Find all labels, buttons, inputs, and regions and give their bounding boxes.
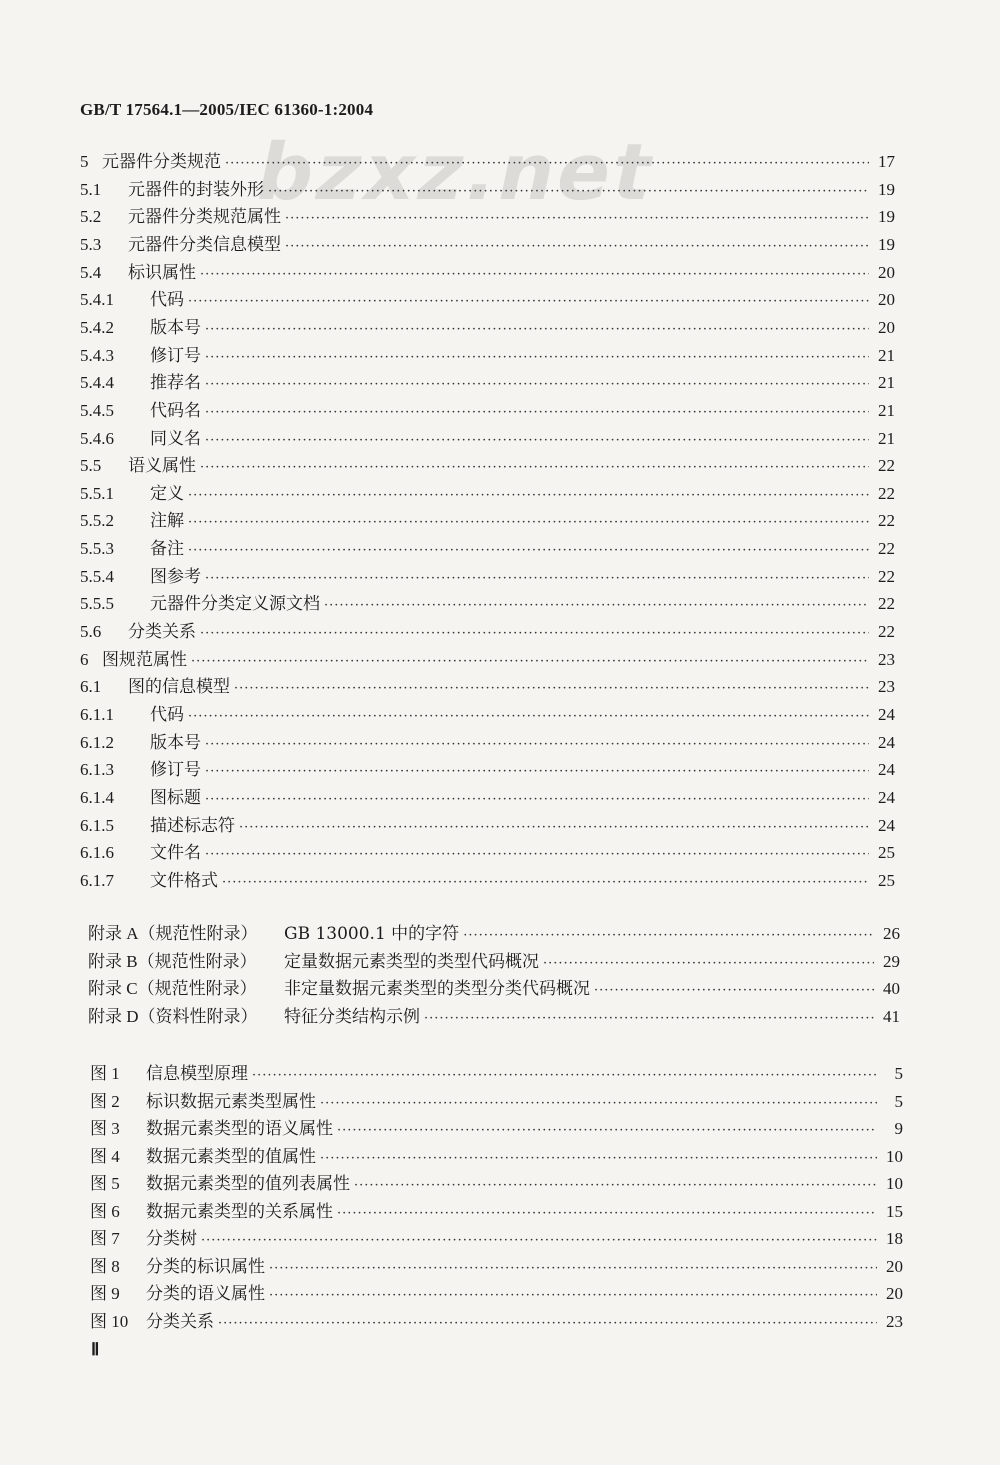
entry-page-number: 24 (878, 732, 895, 752)
entry-page-number: 40 (883, 979, 900, 998)
entry-number: 附录 A（规范性附录） (88, 924, 258, 943)
entry-title: 分类的语义属性 (146, 1284, 265, 1304)
entry-page-number: 22 (878, 622, 895, 642)
entry-title: 分类关系 (146, 1311, 214, 1332)
toc-entry[interactable] (80, 645, 895, 670)
dot-leader (205, 764, 869, 779)
entry-page-number: 10 (886, 1146, 903, 1166)
dot-leader (324, 598, 869, 613)
entry-title: 描述标志符 (150, 815, 235, 836)
toc-entry[interactable] (80, 396, 895, 421)
dot-leader (594, 983, 874, 998)
dot-leader (201, 1233, 877, 1248)
entry-page-number: 21 (878, 428, 895, 448)
entry-title: 文件格式 (150, 870, 218, 891)
dot-leader (218, 1316, 877, 1331)
entry-page-number: 19 (878, 234, 895, 254)
entry-title: 版本号 (150, 317, 201, 338)
entry-number: 图 4 (90, 1146, 120, 1166)
entry-page-number: 24 (878, 815, 895, 835)
dot-leader (268, 184, 869, 199)
toc-entry[interactable] (80, 147, 895, 172)
entry-number: 5.5.2 (80, 511, 114, 531)
entry-page-number: 41 (883, 1006, 900, 1026)
toc-entry[interactable] (80, 562, 895, 587)
dot-leader (188, 543, 869, 558)
toc-entry[interactable] (80, 838, 895, 863)
dot-leader (205, 737, 869, 752)
toc-entry[interactable] (80, 534, 895, 559)
entry-number: 5.4.1 (80, 290, 114, 310)
dot-leader (191, 654, 869, 669)
toc-entry[interactable] (80, 728, 895, 753)
entry-title: 图的信息模型 (128, 677, 230, 698)
entry-title: 分类关系 (128, 622, 196, 643)
entry-page-number: 23 (886, 1311, 903, 1331)
entry-title: 备注 (150, 539, 184, 560)
entry-title: 同义名 (150, 428, 201, 449)
toc-entry[interactable] (80, 175, 895, 200)
figure-entry[interactable] (90, 1224, 903, 1249)
figure-entry[interactable] (90, 1087, 903, 1112)
entry-page-number: 21 (878, 345, 895, 365)
entry-title: 标识属性 (128, 262, 196, 283)
figure-entry[interactable] (90, 1142, 903, 1167)
entry-page-number: 18 (886, 1229, 903, 1248)
figure-entry[interactable] (90, 1059, 903, 1084)
dot-leader (239, 820, 869, 835)
entry-title: 推荐名 (150, 373, 201, 394)
entry-title: 代码名 (150, 400, 201, 421)
dot-leader (252, 1068, 877, 1083)
dot-leader (205, 377, 869, 392)
entry-number: 5.5 (80, 456, 102, 476)
entry-number: 图 1 (90, 1064, 120, 1083)
entry-title: 信息模型原理 (146, 1064, 248, 1084)
entry-title: 元器件分类规范属性 (128, 207, 281, 228)
entry-number: 6.1.7 (80, 870, 114, 890)
entry-page-number: 19 (878, 179, 895, 199)
dot-leader (463, 928, 874, 943)
entry-title: 代码 (150, 705, 184, 725)
entry-number: 图 2 (90, 1091, 120, 1111)
entry-number: 5.5.5 (80, 594, 114, 614)
entry-number: 5.4.5 (80, 400, 114, 420)
toc-entry[interactable] (80, 479, 895, 504)
entry-page-number: 22 (878, 566, 895, 586)
dot-leader (205, 433, 869, 448)
entry-number: 5.4.6 (80, 428, 114, 448)
toc-entry[interactable] (80, 313, 895, 338)
dot-leader (285, 239, 869, 254)
dot-leader (337, 1123, 877, 1138)
toc-entry[interactable] (80, 230, 895, 255)
dot-leader (424, 1011, 874, 1026)
page-number: Ⅱ (91, 1340, 100, 1359)
entry-page-number: 10 (886, 1174, 903, 1193)
dot-leader (188, 294, 869, 309)
dot-leader (205, 350, 869, 365)
dot-leader (225, 156, 869, 171)
entry-number: 5.3 (80, 234, 102, 254)
entry-page-number: 22 (878, 511, 895, 531)
entry-page-number: 24 (878, 787, 895, 807)
toc-entry[interactable] (80, 341, 895, 366)
dot-leader (337, 1206, 877, 1221)
dot-leader (285, 211, 869, 226)
dot-leader (205, 792, 869, 807)
dot-leader (188, 515, 869, 530)
dot-leader (188, 488, 869, 503)
figure-entry[interactable] (90, 1197, 903, 1222)
entry-number: 5.2 (80, 207, 102, 227)
entry-page-number: 22 (878, 594, 895, 614)
entry-number: 5.5.4 (80, 566, 114, 586)
dot-leader (205, 322, 869, 337)
dot-leader (200, 626, 869, 641)
entry-number: 5.6 (80, 622, 102, 642)
entry-page-number: 20 (878, 317, 895, 337)
entry-title: 语义属性 (128, 456, 196, 477)
toc-entry[interactable] (80, 368, 895, 393)
toc-entry[interactable] (80, 202, 895, 227)
entry-page-number: 17 (878, 152, 895, 171)
entry-number: 5.4.3 (80, 345, 114, 365)
entry-page-number: 21 (878, 400, 895, 420)
entry-page-number: 24 (878, 705, 895, 724)
entry-page-number: 22 (878, 539, 895, 559)
entry-page-number: 15 (886, 1201, 903, 1221)
entry-page-number: 20 (886, 1284, 903, 1303)
entry-title: 标识数据元素类型属性 (146, 1091, 316, 1112)
entry-title: 修订号 (150, 345, 201, 366)
entry-title: 注解 (150, 511, 184, 532)
entry-number: 图 9 (90, 1284, 120, 1303)
toc-entry[interactable] (80, 451, 895, 476)
entry-title: 图标题 (150, 787, 201, 808)
dot-leader (543, 956, 874, 971)
toc-entry[interactable] (80, 617, 895, 642)
entry-page-number: 22 (878, 456, 895, 476)
dot-leader (234, 681, 869, 696)
entry-page-number: 23 (878, 649, 895, 669)
toc-entry[interactable] (80, 424, 895, 449)
entry-number: 6.1 (80, 677, 102, 697)
toc-entry[interactable] (80, 672, 895, 697)
annex-entry[interactable] (88, 1002, 900, 1027)
entry-page-number: 22 (878, 483, 895, 503)
annex-entry[interactable] (88, 974, 900, 999)
entry-number: 图 7 (90, 1229, 120, 1248)
toc-entry[interactable] (80, 811, 895, 836)
entry-page-number: 20 (886, 1256, 903, 1276)
entry-title: 数据元素类型的关系属性 (146, 1201, 333, 1222)
entry-title: 文件名 (150, 843, 201, 864)
entry-number: 6.1.3 (80, 760, 114, 780)
figure-entry[interactable] (90, 1114, 903, 1139)
entry-title: 分类树 (146, 1229, 197, 1249)
entry-title: 元器件分类定义源文档 (150, 594, 320, 615)
entry-number: 6.1.5 (80, 815, 114, 835)
entry-number: 图 10 (90, 1311, 129, 1331)
figure-entry[interactable] (90, 1279, 903, 1304)
entry-page-number: 19 (878, 207, 895, 227)
entry-number: 图 5 (90, 1174, 120, 1193)
entry-number: 附录 B（规范性附录） (88, 951, 257, 971)
entry-number: 图 3 (90, 1119, 120, 1138)
dot-leader (269, 1261, 877, 1276)
entry-title: 图规范属性 (102, 649, 187, 670)
entry-number: 图 6 (90, 1201, 120, 1221)
dot-leader (205, 847, 869, 862)
toc-entry[interactable] (80, 258, 895, 283)
entry-number: 6.1.4 (80, 787, 114, 807)
dot-leader (188, 709, 869, 724)
entry-title: 图参考 (150, 566, 201, 587)
entry-title: 版本号 (150, 732, 201, 753)
entry-page-number: 20 (878, 290, 895, 310)
toc-entry[interactable] (80, 783, 895, 808)
entry-title: 数据元素类型的值列表属性 (146, 1174, 350, 1194)
entry-title: 代码 (150, 290, 184, 311)
entry-number: 6.1.1 (80, 705, 114, 724)
entry-page-number: 25 (878, 843, 895, 863)
standard-header: GB/T 17564.1—2005/IEC 61360-1:2004 (80, 100, 374, 119)
annex-entry[interactable] (88, 947, 900, 972)
entry-page-number: 9 (894, 1119, 903, 1138)
entry-page-number: 20 (878, 262, 895, 282)
entry-number: 6.1.6 (80, 843, 114, 863)
dot-leader (200, 267, 869, 282)
entry-number: 5 (80, 152, 89, 171)
entry-number: 5.4 (80, 262, 102, 282)
entry-title: 数据元素类型的值属性 (146, 1146, 316, 1167)
entry-number: 5.4.2 (80, 317, 114, 337)
entry-number: 6.1.2 (80, 732, 114, 752)
entry-number: 5.5.1 (80, 483, 114, 503)
dot-leader (200, 460, 869, 475)
annex-entry[interactable] (88, 919, 900, 944)
toc-entry[interactable] (80, 589, 895, 614)
entry-page-number: 26 (883, 924, 900, 943)
entry-title: GB 13000.1 中的字符 (284, 924, 460, 944)
figure-entry[interactable] (90, 1169, 903, 1194)
figure-entry[interactable] (90, 1252, 903, 1277)
dot-leader (205, 405, 869, 420)
entry-number: 附录 C（规范性附录） (88, 979, 257, 998)
entry-number: 附录 D（资料性附录） (88, 1006, 258, 1026)
entry-title: 修订号 (150, 760, 201, 781)
figure-entry[interactable] (90, 1307, 903, 1332)
dot-leader (320, 1151, 877, 1166)
entry-title: 定量数据元素类型的类型代码概况 (284, 951, 539, 972)
toc-entry[interactable] (80, 755, 895, 780)
entry-title: 特征分类结构示例 (284, 1006, 420, 1027)
watermark: bzxz.net (248, 128, 664, 218)
entry-number: 5.1 (80, 179, 102, 199)
toc-entry[interactable] (80, 285, 895, 310)
dot-leader (320, 1096, 877, 1111)
dot-leader (205, 571, 869, 586)
entry-title: 数据元素类型的语义属性 (146, 1119, 333, 1139)
entry-number: 5.5.3 (80, 539, 114, 559)
dot-leader (354, 1178, 877, 1193)
entry-page-number: 5 (894, 1091, 903, 1111)
entry-page-number: 25 (878, 870, 895, 890)
entry-page-number: 24 (878, 760, 895, 780)
entry-title: 元器件分类规范 (102, 152, 221, 172)
entry-number: 图 8 (90, 1256, 120, 1276)
toc-entry[interactable] (80, 506, 895, 531)
entry-page-number: 29 (883, 951, 900, 971)
entry-title: 元器件的封装外形 (128, 179, 264, 200)
entry-number: 6 (80, 649, 89, 669)
entry-title: 元器件分类信息模型 (128, 234, 281, 255)
dot-leader (269, 1288, 877, 1303)
toc-entry[interactable] (80, 866, 895, 891)
entry-title: 分类的标识属性 (146, 1256, 265, 1277)
toc-entry[interactable] (80, 700, 895, 725)
entry-page-number: 21 (878, 373, 895, 393)
entry-title: 非定量数据元素类型的类型分类代码概况 (284, 979, 590, 999)
entry-page-number: 23 (878, 677, 895, 697)
entry-number: 5.4.4 (80, 373, 114, 393)
entry-page-number: 5 (894, 1064, 903, 1083)
dot-leader (222, 875, 869, 890)
entry-title: 定义 (150, 483, 184, 504)
